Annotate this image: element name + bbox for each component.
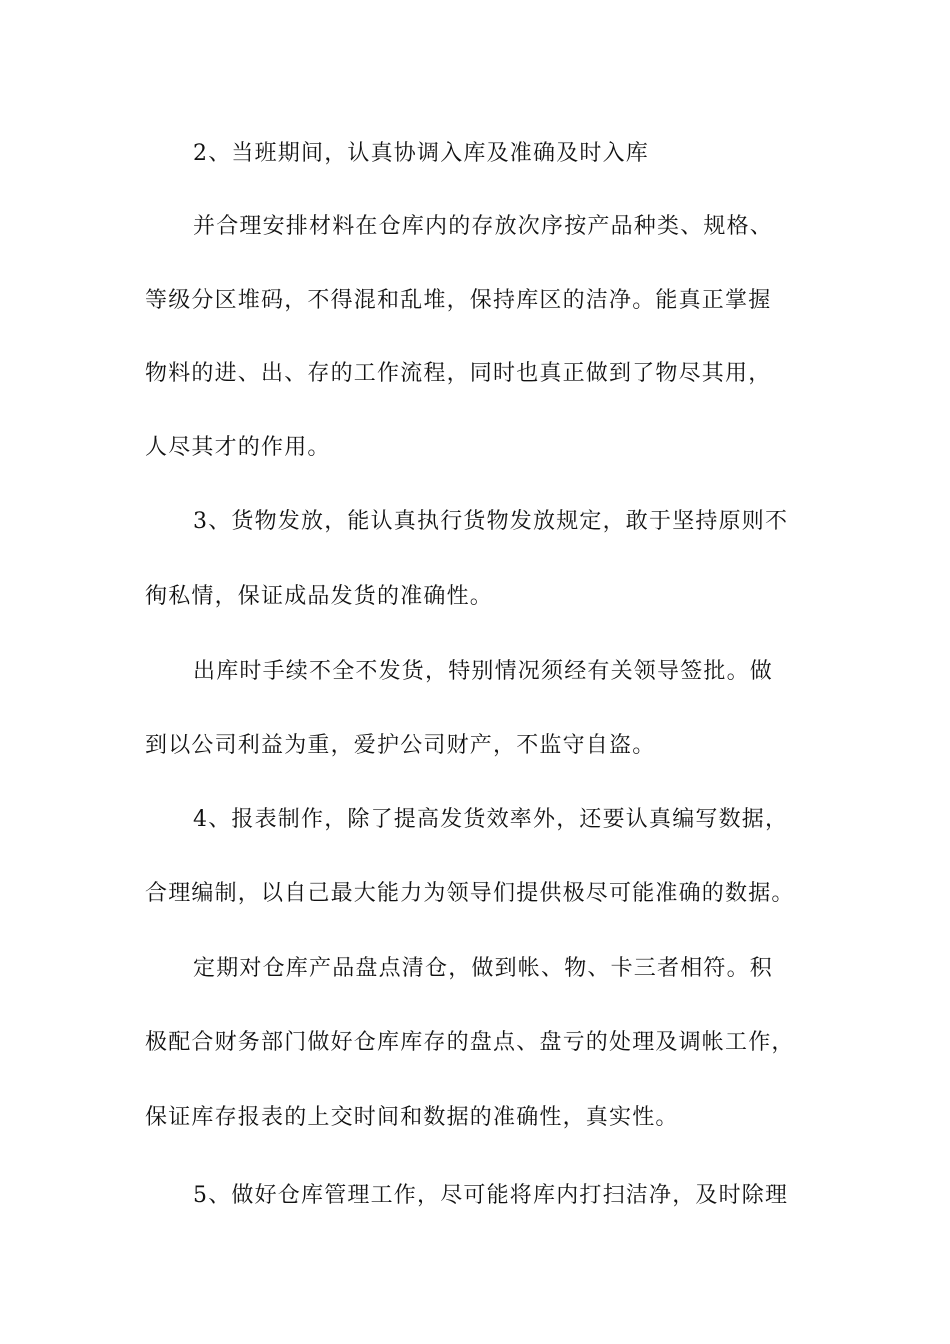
text-line: 物料的进、出、存的工作流程，同时也真正做到了物尽其用， (145, 361, 772, 386)
text-line: 定期对仓库产品盘点清仓，做到帐、物、卡三者相符。积 (193, 956, 774, 981)
text-line: 2、当班期间，认真协调入库及准确及时入库 (193, 141, 649, 166)
text-line: 4、报表制作，除了提高发货效率外，还要认真编写数据， (193, 807, 789, 832)
text-line: 3、货物发放，能认真执行货物发放规定，敢于坚持原则不 (193, 509, 789, 534)
text-line: 等级分区堆码，不得混和乱堆，保持库区的洁净。能真正掌握 (145, 288, 772, 313)
text-line: 合理编制，以自己最大能力为领导们提供极尽可能准确的数据。 (145, 881, 795, 906)
text-line: 5、做好仓库管理工作，尽可能将库内打扫洁净，及时除理 (193, 1183, 789, 1208)
text-line: 并合理安排材料在仓库内的存放次序按产品种类、规格、 (193, 214, 774, 239)
text-line: 徇私情，保证成品发货的准确性。 (145, 584, 494, 609)
text-line: 到以公司利益为重，爱护公司财产，不监守自盗。 (145, 733, 656, 758)
text-line: 人尽其才的作用。 (145, 435, 331, 460)
text-line: 出库时手续不全不发货，特别情况须经有关领导签批。做 (193, 659, 774, 684)
text-line: 保证库存报表的上交时间和数据的准确性，真实性。 (145, 1105, 679, 1130)
text-line: 极配合财务部门做好仓库库存的盘点、盘亏的处理及调帐工作， (145, 1030, 795, 1055)
